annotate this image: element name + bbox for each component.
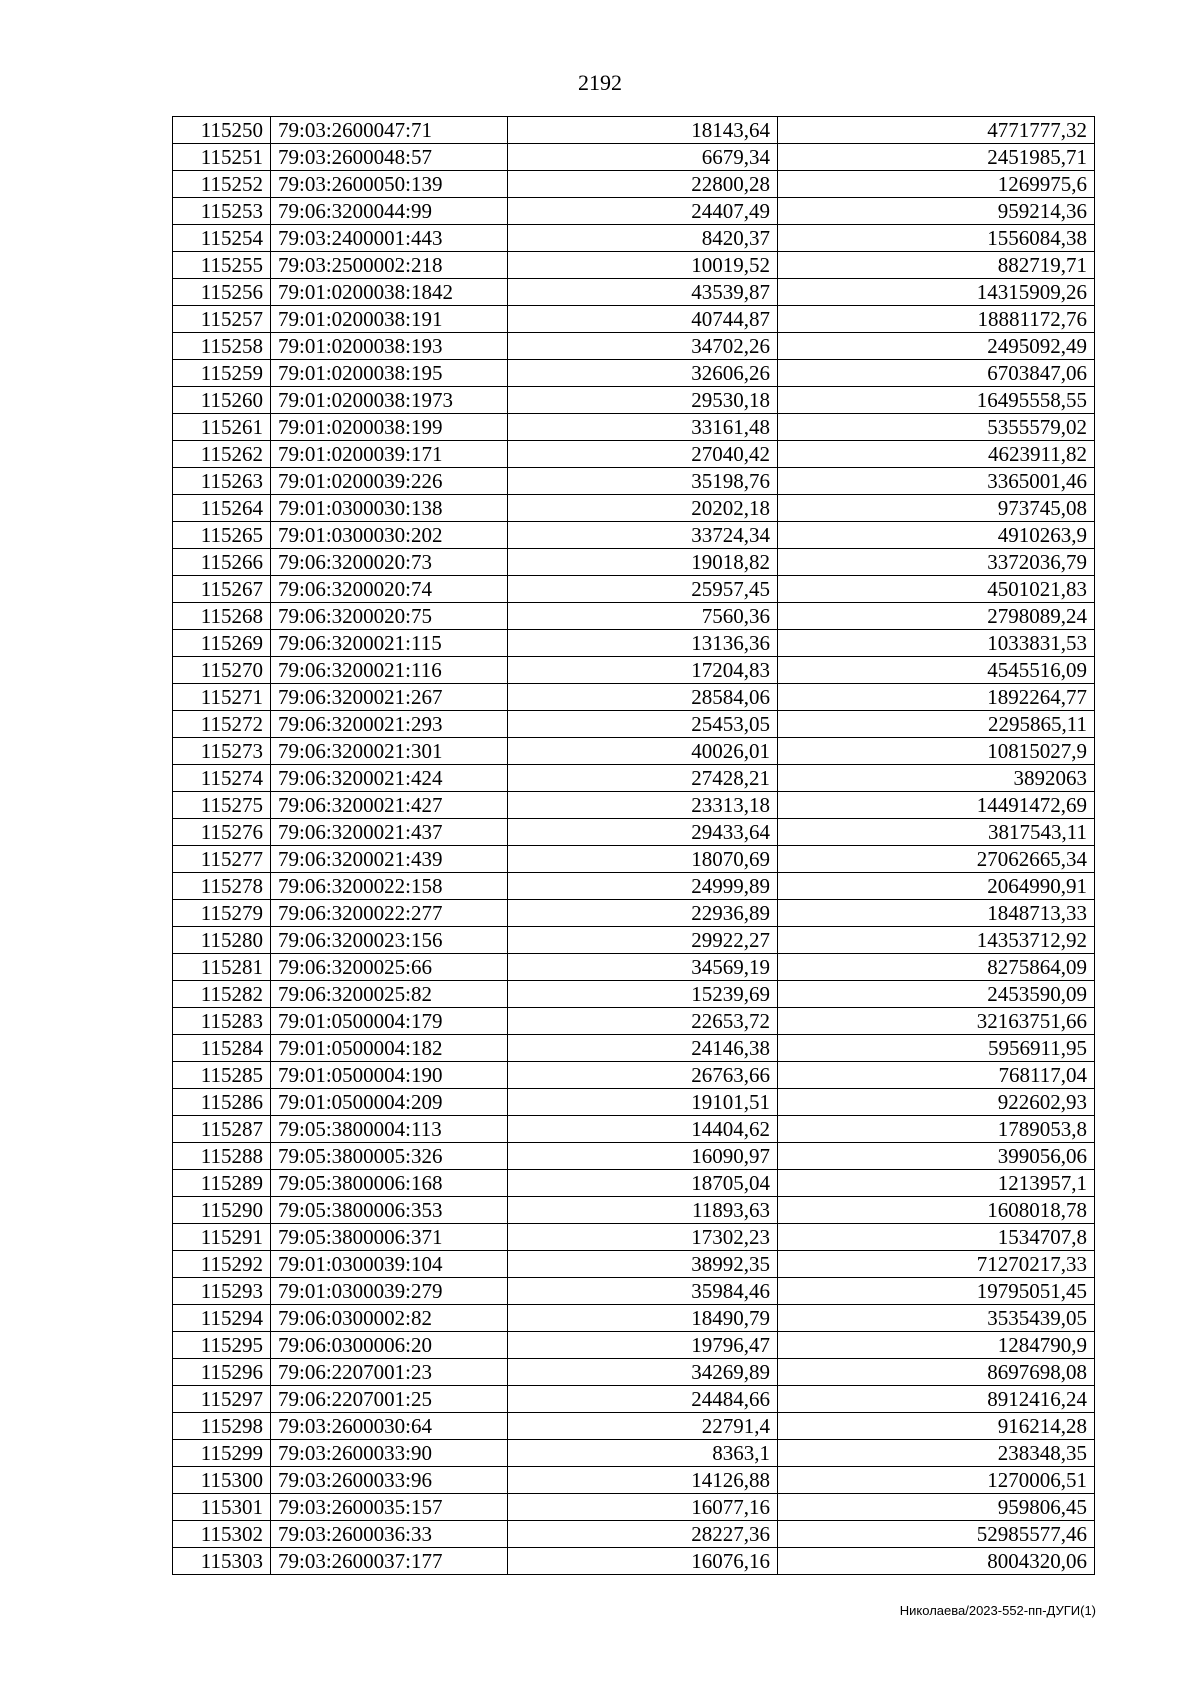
row-index-cell: 115291 [173, 1224, 271, 1251]
cadastral-number-cell: 79:06:3200021:293 [271, 711, 508, 738]
cadastral-value-cell: 238348,35 [778, 1440, 1095, 1467]
row-index-cell: 115269 [173, 630, 271, 657]
cadastral-number-cell: 79:01:0500004:190 [271, 1062, 508, 1089]
cadastral-number-cell: 79:06:2207001:25 [271, 1386, 508, 1413]
row-index-cell: 115261 [173, 414, 271, 441]
cadastral-number-cell: 79:05:3800004:113 [271, 1116, 508, 1143]
cadastral-value-cell: 1556084,38 [778, 225, 1095, 252]
cadastral-number-cell: 79:03:2600035:157 [271, 1494, 508, 1521]
table-row [173, 495, 1095, 522]
table-row [173, 360, 1095, 387]
cadastral-value-cell: 922602,93 [778, 1089, 1095, 1116]
table-row [173, 1440, 1095, 1467]
cadastral-value-table [172, 116, 1095, 1575]
cadastral-number-cell: 79:06:0300006:20 [271, 1332, 508, 1359]
row-index-cell: 115297 [173, 1386, 271, 1413]
table-row [173, 603, 1095, 630]
table-row [173, 819, 1095, 846]
table-row [173, 387, 1095, 414]
row-index-cell: 115286 [173, 1089, 271, 1116]
area-cell: 8363,1 [508, 1440, 778, 1467]
cadastral-value-cell: 5956911,95 [778, 1035, 1095, 1062]
cadastral-value-cell: 1789053,8 [778, 1116, 1095, 1143]
row-index-cell: 115257 [173, 306, 271, 333]
area-cell: 8420,37 [508, 225, 778, 252]
table-row [173, 1305, 1095, 1332]
table-row [173, 792, 1095, 819]
cadastral-value-cell: 18881172,76 [778, 306, 1095, 333]
cadastral-value-cell: 768117,04 [778, 1062, 1095, 1089]
row-index-cell: 115298 [173, 1413, 271, 1440]
cadastral-number-cell: 79:05:3800006:353 [271, 1197, 508, 1224]
row-index-cell: 115254 [173, 225, 271, 252]
row-index-cell: 115280 [173, 927, 271, 954]
cadastral-value-cell: 1213957,1 [778, 1170, 1095, 1197]
cadastral-value-cell: 2064990,91 [778, 873, 1095, 900]
row-index-cell: 115256 [173, 279, 271, 306]
cadastral-number-cell: 79:05:3800006:371 [271, 1224, 508, 1251]
table-row [173, 1035, 1095, 1062]
cadastral-number-cell: 79:01:0200038:191 [271, 306, 508, 333]
cadastral-value-cell: 1892264,77 [778, 684, 1095, 711]
cadastral-value-cell: 1534707,8 [778, 1224, 1095, 1251]
area-cell: 18490,79 [508, 1305, 778, 1332]
row-index-cell: 115259 [173, 360, 271, 387]
row-index-cell: 115289 [173, 1170, 271, 1197]
cadastral-number-cell: 79:06:3200025:82 [271, 981, 508, 1008]
row-index-cell: 115258 [173, 333, 271, 360]
cadastral-value-cell: 1270006,51 [778, 1467, 1095, 1494]
area-cell: 18705,04 [508, 1170, 778, 1197]
cadastral-number-cell: 79:03:2600033:96 [271, 1467, 508, 1494]
area-cell: 24407,49 [508, 198, 778, 225]
cadastral-number-cell: 79:06:3200020:73 [271, 549, 508, 576]
cadastral-number-cell: 79:06:3200021:424 [271, 765, 508, 792]
row-index-cell: 115264 [173, 495, 271, 522]
table-row [173, 765, 1095, 792]
table-row [173, 549, 1095, 576]
cadastral-number-cell: 79:01:0300030:202 [271, 522, 508, 549]
table-row [173, 1359, 1095, 1386]
cadastral-number-cell: 79:06:3200021:116 [271, 657, 508, 684]
area-cell: 40026,01 [508, 738, 778, 765]
cadastral-number-cell: 79:06:3200020:75 [271, 603, 508, 630]
area-cell: 13136,36 [508, 630, 778, 657]
row-index-cell: 115284 [173, 1035, 271, 1062]
cadastral-value-cell: 4623911,82 [778, 441, 1095, 468]
cadastral-value-cell: 3372036,79 [778, 549, 1095, 576]
cadastral-number-cell: 79:01:0200038:1842 [271, 279, 508, 306]
cadastral-number-cell: 79:05:3800006:168 [271, 1170, 508, 1197]
area-cell: 16076,16 [508, 1548, 778, 1575]
cadastral-number-cell: 79:03:2600037:177 [271, 1548, 508, 1575]
cadastral-value-cell: 1848713,33 [778, 900, 1095, 927]
table-row [173, 144, 1095, 171]
area-cell: 24484,66 [508, 1386, 778, 1413]
area-cell: 18070,69 [508, 846, 778, 873]
table-row [173, 954, 1095, 981]
table-row [173, 522, 1095, 549]
row-index-cell: 115252 [173, 171, 271, 198]
table-row [173, 1197, 1095, 1224]
cadastral-value-cell: 959214,36 [778, 198, 1095, 225]
cadastral-number-cell: 79:01:0200039:171 [271, 441, 508, 468]
table-row [173, 1548, 1095, 1575]
cadastral-value-cell: 399056,06 [778, 1143, 1095, 1170]
cadastral-value-cell: 882719,71 [778, 252, 1095, 279]
table-row [173, 846, 1095, 873]
row-index-cell: 115270 [173, 657, 271, 684]
cadastral-number-cell: 79:01:0500004:182 [271, 1035, 508, 1062]
table-row [173, 576, 1095, 603]
row-index-cell: 115283 [173, 1008, 271, 1035]
cadastral-value-cell: 1033831,53 [778, 630, 1095, 657]
area-cell: 7560,36 [508, 603, 778, 630]
cadastral-value-cell: 2798089,24 [778, 603, 1095, 630]
area-cell: 15239,69 [508, 981, 778, 1008]
cadastral-value-cell: 16495558,55 [778, 387, 1095, 414]
cadastral-value-cell: 3892063 [778, 765, 1095, 792]
row-index-cell: 115277 [173, 846, 271, 873]
row-index-cell: 115303 [173, 1548, 271, 1575]
table-row [173, 171, 1095, 198]
cadastral-number-cell: 79:03:2600048:57 [271, 144, 508, 171]
cadastral-value-cell: 14315909,26 [778, 279, 1095, 306]
table-row [173, 441, 1095, 468]
area-cell: 16077,16 [508, 1494, 778, 1521]
cadastral-number-cell: 79:03:2600050:139 [271, 171, 508, 198]
area-cell: 29922,27 [508, 927, 778, 954]
cadastral-value-cell: 8275864,09 [778, 954, 1095, 981]
row-index-cell: 115265 [173, 522, 271, 549]
cadastral-value-cell: 32163751,66 [778, 1008, 1095, 1035]
cadastral-value-cell: 2453590,09 [778, 981, 1095, 1008]
cadastral-number-cell: 79:06:3200021:267 [271, 684, 508, 711]
row-index-cell: 115295 [173, 1332, 271, 1359]
cadastral-number-cell: 79:01:0200039:226 [271, 468, 508, 495]
cadastral-value-cell: 973745,08 [778, 495, 1095, 522]
area-cell: 29530,18 [508, 387, 778, 414]
area-cell: 24146,38 [508, 1035, 778, 1062]
cadastral-number-cell: 79:01:0200038:195 [271, 360, 508, 387]
cadastral-number-cell: 79:06:3200021:437 [271, 819, 508, 846]
row-index-cell: 115285 [173, 1062, 271, 1089]
cadastral-value-cell: 3535439,05 [778, 1305, 1095, 1332]
cadastral-number-cell: 79:03:2500002:218 [271, 252, 508, 279]
row-index-cell: 115293 [173, 1278, 271, 1305]
cadastral-value-cell: 71270217,33 [778, 1251, 1095, 1278]
area-cell: 16090,97 [508, 1143, 778, 1170]
row-index-cell: 115260 [173, 387, 271, 414]
area-cell: 19018,82 [508, 549, 778, 576]
cadastral-value-cell: 3365001,46 [778, 468, 1095, 495]
cadastral-number-cell: 79:06:3200021:115 [271, 630, 508, 657]
area-cell: 29433,64 [508, 819, 778, 846]
area-cell: 6679,34 [508, 144, 778, 171]
area-cell: 24999,89 [508, 873, 778, 900]
table-row [173, 198, 1095, 225]
cadastral-number-cell: 79:06:3200022:277 [271, 900, 508, 927]
cadastral-value-cell: 8004320,06 [778, 1548, 1095, 1575]
area-cell: 19796,47 [508, 1332, 778, 1359]
document-reference: Николаева/2023-552-пп-ДУГИ(1) [899, 1603, 1096, 1618]
row-index-cell: 115301 [173, 1494, 271, 1521]
area-cell: 17302,23 [508, 1224, 778, 1251]
table-row [173, 333, 1095, 360]
table-row [173, 306, 1095, 333]
cadastral-value-cell: 916214,28 [778, 1413, 1095, 1440]
area-cell: 20202,18 [508, 495, 778, 522]
area-cell: 26763,66 [508, 1062, 778, 1089]
row-index-cell: 115288 [173, 1143, 271, 1170]
cadastral-number-cell: 79:06:3200021:439 [271, 846, 508, 873]
table-row [173, 1224, 1095, 1251]
row-index-cell: 115279 [173, 900, 271, 927]
table-row [173, 711, 1095, 738]
table-row [173, 1170, 1095, 1197]
row-index-cell: 115278 [173, 873, 271, 900]
row-index-cell: 115275 [173, 792, 271, 819]
row-index-cell: 115290 [173, 1197, 271, 1224]
row-index-cell: 115271 [173, 684, 271, 711]
table-row [173, 1467, 1095, 1494]
cadastral-number-cell: 79:06:3200025:66 [271, 954, 508, 981]
row-index-cell: 115281 [173, 954, 271, 981]
cadastral-number-cell: 79:01:0500004:209 [271, 1089, 508, 1116]
area-cell: 27040,42 [508, 441, 778, 468]
table-row [173, 1521, 1095, 1548]
cadastral-number-cell: 79:06:3200021:301 [271, 738, 508, 765]
cadastral-value-cell: 2295865,11 [778, 711, 1095, 738]
cadastral-value-cell: 27062665,34 [778, 846, 1095, 873]
cadastral-number-cell: 79:01:0300039:279 [271, 1278, 508, 1305]
table-row [173, 630, 1095, 657]
cadastral-number-cell: 79:01:0200038:1973 [271, 387, 508, 414]
cadastral-number-cell: 79:03:2600036:33 [271, 1521, 508, 1548]
cadastral-number-cell: 79:03:2600030:64 [271, 1413, 508, 1440]
cadastral-value-cell: 8912416,24 [778, 1386, 1095, 1413]
row-index-cell: 115251 [173, 144, 271, 171]
cadastral-value-cell: 3817543,11 [778, 819, 1095, 846]
table-row [173, 1278, 1095, 1305]
cadastral-number-cell: 79:06:3200020:74 [271, 576, 508, 603]
area-cell: 25957,45 [508, 576, 778, 603]
table-row [173, 117, 1095, 144]
cadastral-number-cell: 79:06:3200021:427 [271, 792, 508, 819]
area-cell: 10019,52 [508, 252, 778, 279]
area-cell: 38992,35 [508, 1251, 778, 1278]
cadastral-number-cell: 79:01:0300039:104 [271, 1251, 508, 1278]
cadastral-value-cell: 1269975,6 [778, 171, 1095, 198]
table-row [173, 1413, 1095, 1440]
row-index-cell: 115302 [173, 1521, 271, 1548]
row-index-cell: 115282 [173, 981, 271, 1008]
area-cell: 14126,88 [508, 1467, 778, 1494]
row-index-cell: 115272 [173, 711, 271, 738]
cadastral-value-cell: 8697698,08 [778, 1359, 1095, 1386]
area-cell: 22800,28 [508, 171, 778, 198]
cadastral-number-cell: 79:01:0200038:193 [271, 333, 508, 360]
cadastral-number-cell: 79:05:3800005:326 [271, 1143, 508, 1170]
area-cell: 23313,18 [508, 792, 778, 819]
table-row [173, 927, 1095, 954]
cadastral-value-cell: 6703847,06 [778, 360, 1095, 387]
area-cell: 28227,36 [508, 1521, 778, 1548]
area-cell: 33161,48 [508, 414, 778, 441]
cadastral-value-cell: 10815027,9 [778, 738, 1095, 765]
row-index-cell: 115253 [173, 198, 271, 225]
cadastral-number-cell: 79:01:0200038:199 [271, 414, 508, 441]
cadastral-number-cell: 79:06:3200044:99 [271, 198, 508, 225]
table-row [173, 1089, 1095, 1116]
table-row [173, 1116, 1095, 1143]
row-index-cell: 115266 [173, 549, 271, 576]
cadastral-number-cell: 79:06:3200023:156 [271, 927, 508, 954]
row-index-cell: 115255 [173, 252, 271, 279]
table-row [173, 1494, 1095, 1521]
area-cell: 22936,89 [508, 900, 778, 927]
area-cell: 28584,06 [508, 684, 778, 711]
table-row [173, 1008, 1095, 1035]
row-index-cell: 115292 [173, 1251, 271, 1278]
area-cell: 34269,89 [508, 1359, 778, 1386]
table-row [173, 900, 1095, 927]
cadastral-value-cell: 19795051,45 [778, 1278, 1095, 1305]
cadastral-number-cell: 79:06:2207001:23 [271, 1359, 508, 1386]
area-cell: 35198,76 [508, 468, 778, 495]
cadastral-value-cell: 959806,45 [778, 1494, 1095, 1521]
area-cell: 33724,34 [508, 522, 778, 549]
table-row [173, 873, 1095, 900]
row-index-cell: 115250 [173, 117, 271, 144]
table-row [173, 225, 1095, 252]
row-index-cell: 115262 [173, 441, 271, 468]
row-index-cell: 115263 [173, 468, 271, 495]
table-row [173, 1332, 1095, 1359]
area-cell: 32606,26 [508, 360, 778, 387]
area-cell: 19101,51 [508, 1089, 778, 1116]
cadastral-value-cell: 52985577,46 [778, 1521, 1095, 1548]
area-cell: 11893,63 [508, 1197, 778, 1224]
cadastral-value-cell: 2495092,49 [778, 333, 1095, 360]
cadastral-number-cell: 79:03:2400001:443 [271, 225, 508, 252]
table-row [173, 981, 1095, 1008]
area-cell: 22791,4 [508, 1413, 778, 1440]
table-row [173, 657, 1095, 684]
row-index-cell: 115276 [173, 819, 271, 846]
cadastral-value-cell: 1608018,78 [778, 1197, 1095, 1224]
row-index-cell: 115300 [173, 1467, 271, 1494]
cadastral-value-cell: 4771777,32 [778, 117, 1095, 144]
row-index-cell: 115299 [173, 1440, 271, 1467]
row-index-cell: 115273 [173, 738, 271, 765]
row-index-cell: 115294 [173, 1305, 271, 1332]
table-row [173, 279, 1095, 306]
area-cell: 17204,83 [508, 657, 778, 684]
area-cell: 35984,46 [508, 1278, 778, 1305]
area-cell: 34569,19 [508, 954, 778, 981]
cadastral-value-cell: 14491472,69 [778, 792, 1095, 819]
row-index-cell: 115296 [173, 1359, 271, 1386]
cadastral-value-cell: 1284790,9 [778, 1332, 1095, 1359]
table-body [173, 117, 1095, 1575]
cadastral-number-cell: 79:03:2600047:71 [271, 117, 508, 144]
cadastral-value-cell: 4910263,9 [778, 522, 1095, 549]
area-cell: 18143,64 [508, 117, 778, 144]
cadastral-number-cell: 79:06:3200022:158 [271, 873, 508, 900]
table-row [173, 684, 1095, 711]
table-row [173, 1062, 1095, 1089]
area-cell: 43539,87 [508, 279, 778, 306]
row-index-cell: 115267 [173, 576, 271, 603]
table-row [173, 252, 1095, 279]
table-row [173, 1143, 1095, 1170]
area-cell: 22653,72 [508, 1008, 778, 1035]
row-index-cell: 115287 [173, 1116, 271, 1143]
cadastral-number-cell: 79:01:0500004:179 [271, 1008, 508, 1035]
area-cell: 14404,62 [508, 1116, 778, 1143]
cadastral-number-cell: 79:06:0300002:82 [271, 1305, 508, 1332]
table-row [173, 414, 1095, 441]
table-row [173, 468, 1095, 495]
area-cell: 34702,26 [508, 333, 778, 360]
page-number: 2192 [578, 70, 622, 95]
area-cell: 40744,87 [508, 306, 778, 333]
table-row [173, 1386, 1095, 1413]
table-row [173, 1251, 1095, 1278]
cadastral-number-cell: 79:03:2600033:90 [271, 1440, 508, 1467]
cadastral-value-cell: 2451985,71 [778, 144, 1095, 171]
row-index-cell: 115274 [173, 765, 271, 792]
cadastral-value-cell: 5355579,02 [778, 414, 1095, 441]
cadastral-value-cell: 4501021,83 [778, 576, 1095, 603]
area-cell: 25453,05 [508, 711, 778, 738]
table-row [173, 738, 1095, 765]
area-cell: 27428,21 [508, 765, 778, 792]
cadastral-value-cell: 14353712,92 [778, 927, 1095, 954]
row-index-cell: 115268 [173, 603, 271, 630]
cadastral-value-cell: 4545516,09 [778, 657, 1095, 684]
cadastral-number-cell: 79:01:0300030:138 [271, 495, 508, 522]
